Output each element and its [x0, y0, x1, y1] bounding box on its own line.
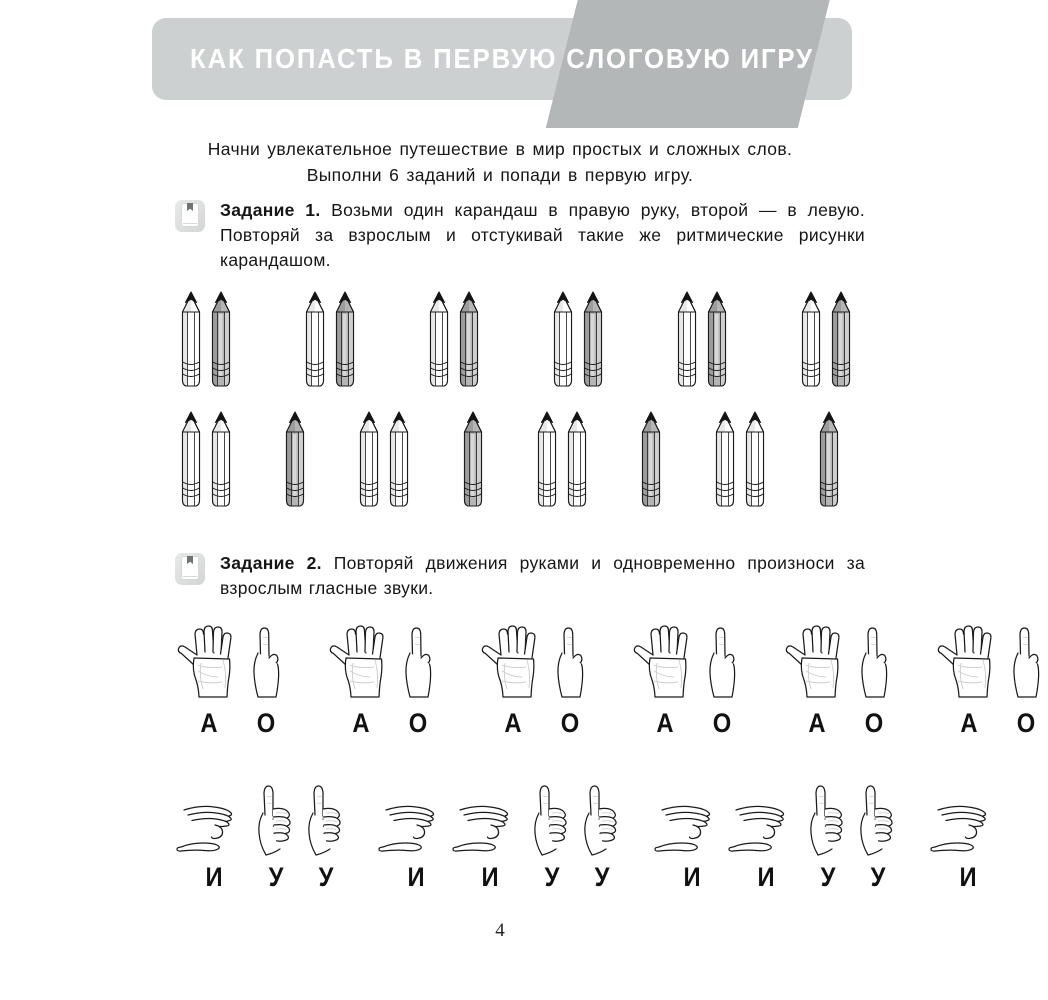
- hand-thumb: [302, 783, 350, 862]
- letter-И: И: [407, 862, 425, 892]
- intro-line-1: Начни увлекательное путешествие в мир простых и сложных слов.: [207, 139, 793, 159]
- hand-palm: [786, 625, 848, 708]
- hand-group: [938, 625, 1048, 708]
- letter-group: [656, 862, 902, 893]
- intro-line-2: Выполни 6 заданий и попади в первую игру.: [306, 165, 694, 185]
- pencil-group: [671, 290, 731, 386]
- pencil-gray: [282, 410, 306, 506]
- letter-group: [178, 862, 350, 893]
- hand-thumb: [854, 783, 902, 862]
- hand-point: [396, 625, 440, 708]
- pencil-group: [795, 290, 855, 386]
- pencil-group: [353, 410, 413, 506]
- letter-У: У: [544, 862, 560, 892]
- pencil-white: [742, 410, 766, 506]
- hand-point: [852, 625, 896, 708]
- pencil-group: [279, 410, 309, 506]
- hand-thumb: [804, 783, 852, 862]
- hand-group: [482, 625, 592, 708]
- pencil-white: [178, 410, 202, 506]
- hand-point: [700, 625, 744, 708]
- hand-palm: [330, 625, 392, 708]
- hand-row-ao: [178, 625, 1048, 708]
- letter-А: А: [200, 708, 218, 738]
- hand-group: [786, 625, 896, 708]
- pencil-gray: [208, 290, 232, 386]
- hand-claw: [380, 801, 452, 862]
- hand-claw: [656, 801, 728, 862]
- pencil-group: [175, 410, 235, 506]
- letter-О: О: [560, 708, 580, 738]
- hand-group: [932, 801, 1004, 862]
- intro-text: [120, 136, 880, 188]
- hand-point: [1004, 625, 1048, 708]
- letter-А: А: [352, 708, 370, 738]
- letter-group: [938, 708, 1048, 739]
- book-icon: [175, 200, 205, 232]
- pencil-group: [423, 290, 483, 386]
- task-2-text: [220, 551, 865, 601]
- hand-thumb: [252, 783, 300, 862]
- letter-group: [932, 862, 1004, 893]
- hand-row-ao-letters: [178, 708, 1048, 739]
- page-header-banner: [0, 0, 1000, 120]
- hand-claw: [730, 801, 802, 862]
- pencil-white: [550, 290, 574, 386]
- hand-point: [244, 625, 288, 708]
- pencil-gray: [332, 290, 356, 386]
- hand-group: [178, 783, 350, 862]
- pencil-gray: [704, 290, 728, 386]
- pencil-gray: [460, 410, 484, 506]
- hand-claw: [932, 801, 1004, 862]
- hand-row-iu: [178, 783, 1004, 862]
- pencil-rhythm-row-1: [175, 290, 855, 386]
- hand-group: [380, 783, 626, 862]
- pencil-white: [674, 290, 698, 386]
- pencil-group: [299, 290, 359, 386]
- pencil-white: [386, 410, 410, 506]
- pencil-white: [534, 410, 558, 506]
- pencil-white: [356, 410, 380, 506]
- letter-И: И: [683, 862, 701, 892]
- hand-palm: [482, 625, 544, 708]
- pencil-white: [208, 410, 232, 506]
- letter-И: И: [205, 862, 223, 892]
- letter-И: И: [959, 862, 977, 892]
- pencil-white: [564, 410, 588, 506]
- hand-group: [330, 625, 440, 708]
- letter-И: И: [757, 862, 775, 892]
- task-1-label: Задание 1.: [220, 200, 321, 220]
- pencil-group: [813, 410, 843, 506]
- pencil-white: [178, 290, 202, 386]
- page-number: 4: [495, 920, 505, 941]
- letter-А: А: [504, 708, 522, 738]
- letter-О: О: [256, 708, 276, 738]
- book-icon: [175, 553, 205, 585]
- pencil-gray: [816, 410, 840, 506]
- letter-О: О: [1016, 708, 1036, 738]
- hand-claw: [454, 801, 526, 862]
- letter-group: [380, 862, 626, 893]
- page-title: КАК ПОПАСТЬ В ПЕРВУЮ СЛОГОВУЮ ИГРУ: [190, 43, 814, 74]
- hand-group: [656, 783, 902, 862]
- hand-claw: [178, 801, 250, 862]
- hand-thumb: [578, 783, 626, 862]
- hand-group: [178, 625, 288, 708]
- task-1-body: Возьми один карандаш в правую руку, второй — в левую. Повторяй за взрослым и отстукивай такие же ритмические рисунки карандашом.: [220, 200, 865, 270]
- letter-О: О: [712, 708, 732, 738]
- letter-О: О: [864, 708, 884, 738]
- letter-У: У: [268, 862, 284, 892]
- letter-group: [330, 708, 440, 739]
- pencil-group: [635, 410, 665, 506]
- letter-group: [786, 708, 896, 739]
- hand-palm: [938, 625, 1000, 708]
- hand-point: [548, 625, 592, 708]
- pencil-white: [712, 410, 736, 506]
- letter-А: А: [960, 708, 978, 738]
- hand-row-iu-letters: [178, 862, 1004, 893]
- letter-О: О: [408, 708, 428, 738]
- pencil-gray: [456, 290, 480, 386]
- letter-У: У: [318, 862, 334, 892]
- letter-group: [634, 708, 744, 739]
- pencil-white: [798, 290, 822, 386]
- letter-У: У: [870, 862, 886, 892]
- pencil-white: [426, 290, 450, 386]
- letter-А: А: [656, 708, 674, 738]
- pencil-white: [302, 290, 326, 386]
- pencil-group: [547, 290, 607, 386]
- pencil-gray: [580, 290, 604, 386]
- letter-У: У: [594, 862, 610, 892]
- pencil-group: [709, 410, 769, 506]
- pencil-gray: [828, 290, 852, 386]
- pencil-group: [457, 410, 487, 506]
- letter-У: У: [820, 862, 836, 892]
- letter-И: И: [481, 862, 499, 892]
- pencil-rhythm-row-2: [175, 410, 843, 506]
- pencil-group: [175, 290, 235, 386]
- pencil-gray: [638, 410, 662, 506]
- task-2-label: Задание 2.: [220, 553, 322, 573]
- letter-А: А: [808, 708, 826, 738]
- hand-palm: [178, 625, 240, 708]
- task-1-text: [220, 198, 865, 273]
- hand-palm: [634, 625, 696, 708]
- task-2-body: Повторяй движения руками и одновременно произноси за взрослым гласные звуки.: [220, 553, 865, 598]
- letter-group: [482, 708, 592, 739]
- hand-thumb: [528, 783, 576, 862]
- pencil-group: [531, 410, 591, 506]
- hand-group: [634, 625, 744, 708]
- letter-group: [178, 708, 288, 739]
